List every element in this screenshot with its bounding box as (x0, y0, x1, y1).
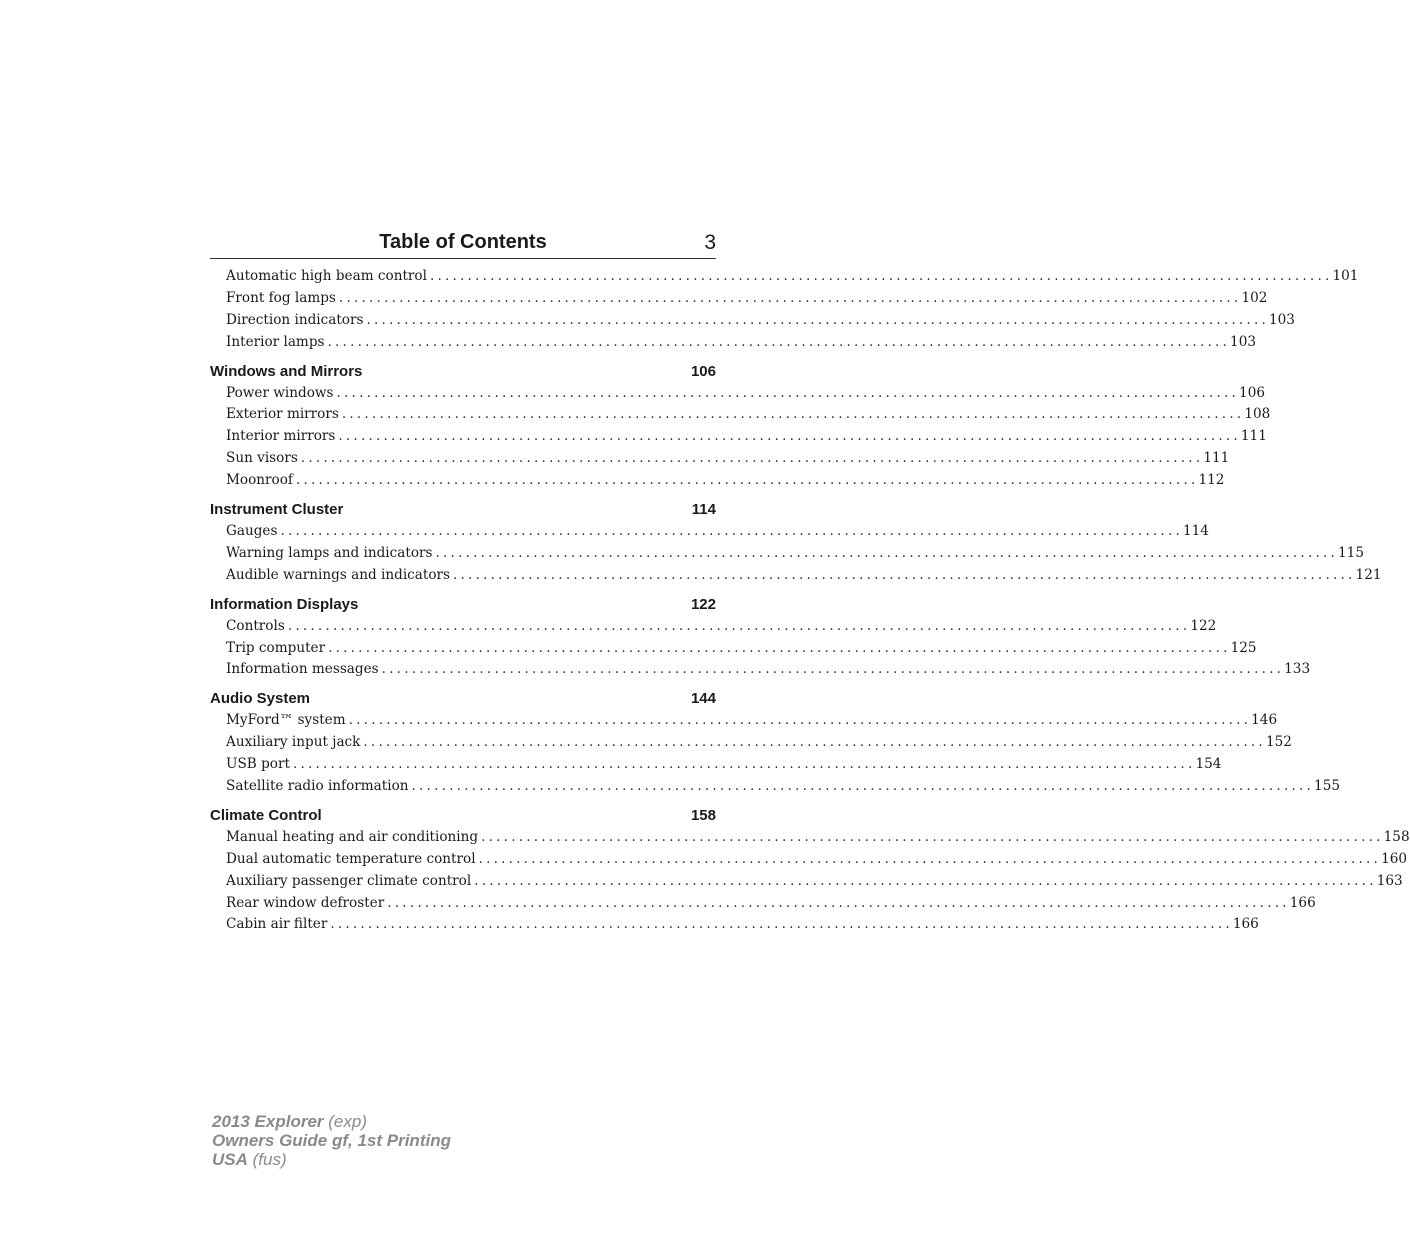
entry-title: Interior lamps (226, 333, 325, 350)
entry-title: Controls (226, 617, 285, 634)
dot-leader: ........................................................................................................................ (287, 617, 1191, 634)
entry-page: 106 (1239, 384, 1265, 401)
section-title: Instrument Cluster (210, 501, 344, 519)
toc-entry[interactable] (210, 893, 1316, 915)
entry-title: Trip computer (226, 639, 326, 656)
toc-entry[interactable] (210, 638, 1257, 660)
toc-entry[interactable] (210, 470, 1225, 492)
toc-entry[interactable] (210, 710, 1278, 732)
entry-title: Auxiliary input jack (226, 734, 361, 751)
toc-section (210, 688, 1340, 798)
footer-model: 2013 Explorer (212, 1112, 324, 1131)
entry-page: 154 (1195, 756, 1222, 773)
dot-leader: ........................................................................................................................ (435, 544, 1339, 561)
dot-leader: ........................................................................................................................ (381, 661, 1285, 678)
toc-entry[interactable] (210, 521, 1209, 543)
section-page: 144 (690, 690, 716, 708)
entry-page: 114 (1182, 523, 1209, 540)
entry-page: 112 (1198, 472, 1225, 489)
entry-page: 122 (1190, 617, 1217, 634)
entry-page: 121 (1355, 566, 1382, 583)
section-heading[interactable] (210, 361, 716, 383)
entry-page: 146 (1251, 712, 1278, 729)
dot-leader: ........................................................................................................................ (328, 639, 1231, 656)
dot-leader: ........................................................................................................................ (300, 450, 1204, 467)
entry-title: Power windows (226, 384, 334, 401)
dot-leader: ........................................................................................................................ (341, 406, 1245, 423)
entry-title: Front fog lamps (226, 289, 336, 306)
toc-entry[interactable] (210, 288, 1268, 310)
toc-entry[interactable] (210, 732, 1292, 754)
footer-market-code: (fus) (252, 1150, 287, 1169)
footer-market: USA (212, 1150, 248, 1169)
toc-entry[interactable] (210, 426, 1267, 448)
toc-entry[interactable] (210, 849, 1408, 871)
dot-leader: ........................................................................................................................ (327, 333, 1231, 350)
entry-title: Moonroof (226, 472, 293, 489)
toc-entry[interactable] (210, 310, 1295, 332)
dot-leader: ........................................................................................................................ (453, 566, 1356, 583)
entry-title: Interior mirrors (226, 428, 336, 445)
entry-title: Manual heating and air conditioning (226, 828, 479, 845)
entry-page: 158 (1383, 828, 1410, 845)
dot-leader: ........................................................................................................................ (295, 472, 1199, 489)
footer-guide: Owners Guide gf, 1st Printing (212, 1131, 451, 1150)
entry-title: Sun visors (226, 450, 298, 467)
dot-leader: ........................................................................................................................ (474, 872, 1377, 889)
table-of-contents (210, 266, 1410, 936)
entry-page: 152 (1265, 734, 1292, 751)
section-title: Information Displays (210, 595, 359, 613)
entry-page: 111 (1203, 450, 1230, 467)
section-heading[interactable] (210, 805, 716, 827)
entry-page: 166 (1232, 916, 1259, 933)
dot-leader: ........................................................................................................................ (363, 734, 1266, 751)
dot-leader: ........................................................................................................................ (336, 384, 1240, 401)
section-heading[interactable] (210, 688, 716, 710)
toc-entry[interactable] (210, 448, 1230, 470)
entry-page: 125 (1230, 639, 1257, 656)
entry-title: Exterior mirrors (226, 406, 339, 423)
entry-page: 160 (1381, 850, 1408, 867)
dot-leader: ........................................................................................................................ (338, 428, 1241, 445)
dot-leader: ........................................................................................................................ (411, 778, 1315, 795)
entry-page: 102 (1241, 289, 1268, 306)
dot-leader: ........................................................................................................................ (366, 311, 1269, 328)
toc-section (210, 805, 1410, 936)
entry-page: 103 (1230, 333, 1256, 350)
toc-entry[interactable] (210, 404, 1271, 426)
toc-entry[interactable] (210, 659, 1311, 681)
page-title: Table of Contents (379, 231, 547, 253)
page-header (210, 228, 716, 259)
toc-entry[interactable] (210, 616, 1217, 638)
entry-page: 155 (1314, 778, 1340, 795)
toc-entry[interactable] (210, 332, 1256, 354)
entry-title: Cabin air filter (226, 916, 328, 933)
section-title: Audio System (210, 690, 311, 708)
dot-leader: ........................................................................................................................ (330, 916, 1233, 933)
toc-entry[interactable] (210, 754, 1222, 776)
toc-section (210, 499, 1382, 587)
toc-entry[interactable] (210, 776, 1340, 798)
entry-page: 115 (1338, 544, 1364, 561)
entry-page: 101 (1332, 268, 1359, 284)
footer (212, 1112, 451, 1169)
toc-entry[interactable] (210, 827, 1410, 849)
entry-page: 163 (1376, 872, 1403, 889)
page-number: 3 (704, 231, 716, 254)
entry-title: MyFord™ system (226, 712, 346, 729)
section-page: 106 (690, 362, 716, 380)
toc-entry[interactable] (210, 871, 1403, 893)
toc-section (210, 361, 1271, 492)
toc-entry[interactable] (210, 914, 1259, 936)
section-page: 114 (691, 501, 716, 519)
entry-title: Rear window defroster (226, 894, 385, 911)
entry-page: 166 (1289, 894, 1316, 911)
toc-section (210, 266, 1359, 354)
section-title: Climate Control (210, 806, 322, 824)
dot-leader: ........................................................................................................................ (387, 894, 1290, 911)
entry-page: 133 (1284, 661, 1311, 678)
toc-entry[interactable] (210, 543, 1364, 565)
section-heading[interactable] (210, 594, 716, 616)
dot-leader: ........................................................................................................................ (478, 850, 1382, 867)
toc-entry[interactable] (210, 383, 1265, 405)
section-page: 158 (690, 806, 716, 824)
entry-title: Automatic high beam control (226, 268, 427, 284)
entry-title: Satellite radio information (226, 778, 409, 795)
entry-title: Auxiliary passenger climate control (226, 872, 472, 889)
section-page: 122 (690, 595, 716, 613)
toc-section (210, 594, 1311, 682)
dot-leader: ........................................................................................................................ (338, 289, 1242, 306)
entry-page: 103 (1269, 311, 1295, 328)
footer-model-code: (exp) (328, 1112, 367, 1131)
section-heading[interactable] (210, 499, 716, 521)
entry-page: 111 (1240, 428, 1267, 445)
entry-page: 108 (1244, 406, 1271, 423)
dot-leader: ........................................................................................................................ (280, 523, 1183, 540)
dot-leader: ........................................................................................................................ (429, 268, 1333, 284)
entry-title: Warning lamps and indicators (226, 544, 433, 561)
section-title: Windows and Mirrors (210, 362, 363, 380)
dot-leader: ........................................................................................................................ (292, 756, 1196, 773)
entry-title: Information messages (226, 661, 379, 678)
toc-entry[interactable] (210, 565, 1382, 587)
entry-title: Dual automatic temperature control (226, 850, 476, 867)
dot-leader: ........................................................................................................................ (481, 828, 1384, 845)
entry-title: Gauges (226, 523, 278, 540)
entry-title: Audible warnings and indicators (226, 566, 451, 583)
entry-title: Direction indicators (226, 311, 364, 328)
entry-title: USB port (226, 756, 290, 773)
toc-entry[interactable] (210, 266, 1359, 288)
dot-leader: ........................................................................................................................ (348, 712, 1252, 729)
